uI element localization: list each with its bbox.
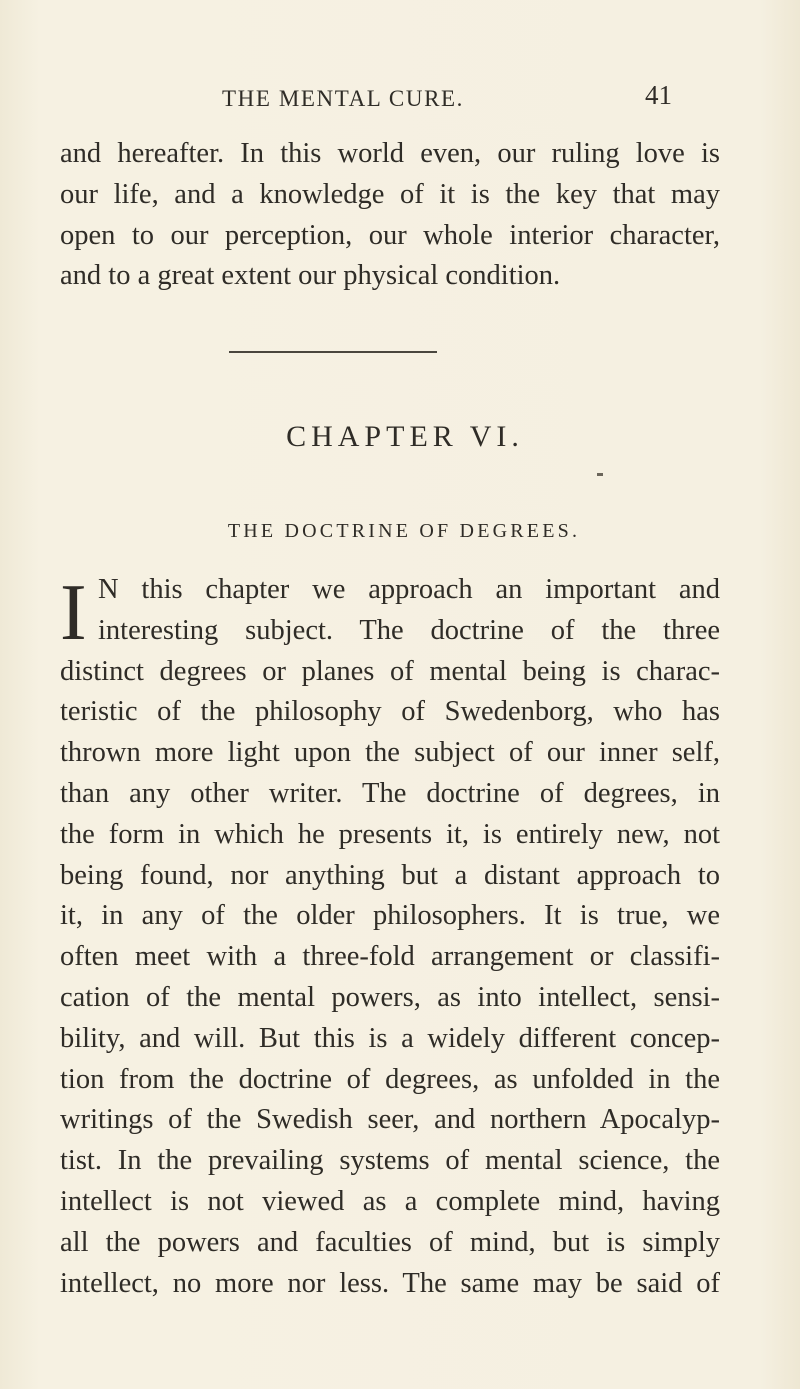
body-line: being found, nor anything but a distant approach to <box>60 859 720 891</box>
body-line: it, in any of the older philosophers. It is true, we <box>60 900 720 932</box>
body-line: writings of the Swedish seer, and northern Apocalyp- <box>60 1104 720 1136</box>
section-divider <box>229 351 437 353</box>
body-line: interesting subject. The doctrine of the three <box>98 614 720 646</box>
intro-line: our life, and a knowledge of it is the key that may <box>60 178 720 210</box>
body-line: all the powers and faculties of mind, but is simply <box>60 1226 720 1258</box>
chapter-heading: CHAPTER VI. <box>286 420 524 453</box>
body-line: than any other writer. The doctrine of degrees, in <box>60 777 720 809</box>
body-line: thrown more light upon the subject of our inner self, <box>60 737 720 769</box>
body-line: the form in which he presents it, is entirely new, not <box>60 818 720 850</box>
intro-line: and to a great extent our physical condition. <box>60 260 561 292</box>
intro-paragraph <box>60 134 720 297</box>
body-line: often meet with a three-fold arrangement or classifi- <box>60 941 720 973</box>
intro-line: open to our perception, our whole interior character, <box>60 219 720 251</box>
chapter-subtitle: THE DOCTRINE OF DEGREES. <box>227 520 581 542</box>
body-line: intellect, no more nor less. The same may be said of <box>60 1267 720 1299</box>
body-line: teristic of the philosophy of Swedenborg, who has <box>60 696 720 728</box>
body-line: tist. In the prevailing systems of mental science, the <box>60 1145 720 1177</box>
body-line: cation of the mental powers, as into intellect, sensi- <box>60 981 720 1013</box>
body-line: intellect is not viewed as a complete mind, having <box>60 1185 720 1217</box>
running-head <box>0 80 800 116</box>
body-line: N this chapter we approach an important and <box>98 574 720 605</box>
body-paragraph <box>60 570 720 1304</box>
drop-cap: I <box>60 569 87 657</box>
page-number: 41 <box>645 80 672 110</box>
body-line: distinct degrees or planes of mental being is charac- <box>60 655 720 687</box>
print-speck <box>597 473 603 476</box>
intro-line: and hereafter. In this world even, our ruling love is <box>60 138 720 169</box>
body-line: bility, and will. But this is a widely different concep- <box>60 1022 720 1054</box>
running-title: THE MENTAL CURE. <box>222 86 465 111</box>
body-line: tion from the doctrine of degrees, as unfolded in the <box>60 1063 720 1095</box>
